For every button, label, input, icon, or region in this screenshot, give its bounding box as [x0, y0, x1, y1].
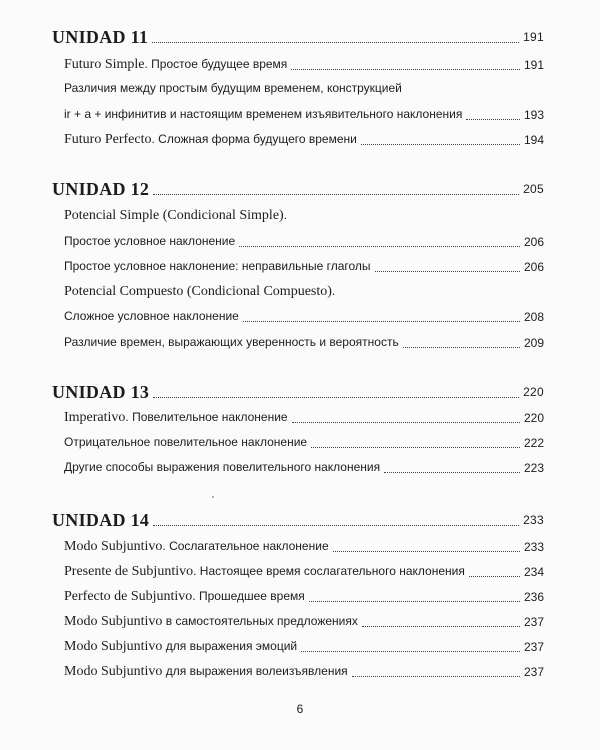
dot-leader [153, 524, 519, 526]
unit-14-heading[interactable] [52, 509, 544, 531]
spanish-term: Imperativo [64, 410, 126, 425]
toc-entry[interactable] [64, 588, 544, 605]
page-ref: 194 [523, 133, 544, 147]
russian-title: для выражения волеизъявления [162, 664, 348, 678]
spanish-term: Potencial Compuesto (Condicional Compuesto) [64, 284, 332, 299]
russian-title: ir + a + инфинитив и настоящим временем изъявительного наклонения [64, 107, 463, 121]
page-ref: 191 [523, 30, 544, 44]
russian-title: Сложное условное наклонение [64, 309, 239, 323]
page-ref: 208 [523, 310, 544, 324]
dot-leader [243, 320, 520, 322]
russian-title: Простое условное наклонение [64, 234, 236, 248]
russian-title: для выражения эмоций [162, 639, 298, 653]
toc-entry-line: Различия между простым будущим временем, конструкцией [64, 81, 402, 95]
page-ref: 237 [523, 665, 544, 679]
russian-title: . Простое будущее время [144, 57, 288, 71]
dot-leader [361, 143, 520, 145]
dot-leader [301, 650, 520, 652]
spanish-term: Futuro Simple [64, 57, 145, 72]
dot-leader [352, 675, 520, 677]
unit-title: UNIDAD 14 [52, 510, 150, 530]
dot-leader [469, 575, 520, 577]
page-ref: 223 [523, 461, 544, 475]
page-ref: 233 [523, 513, 544, 527]
page-ref: 191 [523, 58, 544, 72]
russian-title: Различие времен, выражающих уверенность и вероятность [64, 335, 399, 349]
russian-title: Простое условное наклонение: неправильные глаголы [64, 259, 371, 273]
dot-leader [333, 550, 520, 552]
dot-leader [152, 41, 519, 43]
russian-title: . Сослагательное наклонение [162, 539, 329, 553]
toc-entry[interactable] [64, 434, 544, 451]
page-number: 6 [296, 702, 304, 716]
spanish-term: Presente de Subjuntivo [64, 564, 194, 579]
dot-leader [311, 446, 520, 448]
dot-leader [239, 245, 520, 247]
spanish-term: Modo Subjuntivo [64, 664, 163, 679]
russian-title: в самостоятельных предложениях [162, 614, 358, 628]
spanish-term: Futuro Perfecto [64, 132, 152, 147]
russian-title: Другие способы выражения повелительного наклонения [64, 460, 381, 474]
spanish-term: Perfecto de Subjuntivo [64, 589, 193, 604]
toc-entry[interactable] [64, 613, 544, 630]
page-ref: 222 [523, 436, 544, 450]
toc-entry[interactable] [64, 538, 544, 555]
unit-12-heading[interactable] [52, 178, 544, 200]
toc-entry[interactable] [64, 308, 544, 325]
russian-title: . Настоящее время сослагательного наклонения [193, 564, 465, 578]
toc-entry[interactable] [64, 459, 544, 476]
toc-entry[interactable] [64, 409, 544, 426]
page-ref: 220 [523, 411, 544, 425]
unit-title: UNIDAD 12 [52, 179, 150, 199]
dot-leader [292, 421, 520, 423]
unit-title: UNIDAD 13 [52, 382, 150, 402]
page-ref: 237 [523, 615, 544, 629]
spanish-term: Modo Subjuntivo [64, 539, 163, 554]
dot-leader [153, 193, 519, 195]
dot-leader [309, 600, 520, 602]
page-ref: 206 [523, 235, 544, 249]
page-ref: 234 [523, 565, 544, 579]
toc-entry[interactable] [64, 334, 544, 351]
spanish-term: Modo Subjuntivo [64, 614, 163, 629]
unit-title: UNIDAD 11 [52, 27, 149, 47]
toc-entry[interactable] [64, 233, 544, 250]
page-ref: 236 [523, 590, 544, 604]
unit-11-heading[interactable] [52, 26, 544, 48]
dot-leader [403, 346, 520, 348]
dot-leader [466, 118, 520, 120]
page-ref: 193 [523, 108, 544, 122]
russian-title: . Прошедшее время [192, 589, 305, 603]
toc-entry[interactable] [64, 56, 544, 73]
russian-title: . Повелительное наклонение [125, 410, 288, 424]
unit-13-heading[interactable] [52, 381, 544, 403]
toc-entry[interactable] [64, 106, 544, 123]
page-ref: 233 [523, 540, 544, 554]
toc-subheading: Potencial Compuesto (Condicional Compuesto). [64, 284, 336, 299]
page-ref: 237 [523, 640, 544, 654]
dot-leader [375, 270, 520, 272]
page-ref: 220 [523, 385, 544, 399]
spanish-term: Potencial Simple (Condicional Simple) [64, 208, 284, 223]
page-ref: 206 [523, 260, 544, 274]
spanish-term: Modo Subjuntivo [64, 639, 163, 654]
russian-title: . Сложная форма будущего времени [151, 132, 357, 146]
paper-speck [212, 496, 214, 498]
dot-leader [362, 625, 520, 627]
russian-title: Отрицательное повелительное наклонение [64, 435, 308, 449]
toc-entry[interactable] [64, 258, 544, 275]
toc-subheading: Potencial Simple (Condicional Simple). [64, 208, 288, 223]
toc-entry[interactable] [64, 563, 544, 580]
dot-leader [153, 396, 519, 398]
toc-entry[interactable] [64, 131, 544, 148]
page-ref: 205 [523, 182, 544, 196]
toc-entry[interactable] [64, 638, 544, 655]
dot-leader [384, 471, 520, 473]
dot-leader [291, 68, 520, 70]
toc-entry[interactable] [64, 663, 544, 680]
page-ref: 209 [523, 336, 544, 350]
